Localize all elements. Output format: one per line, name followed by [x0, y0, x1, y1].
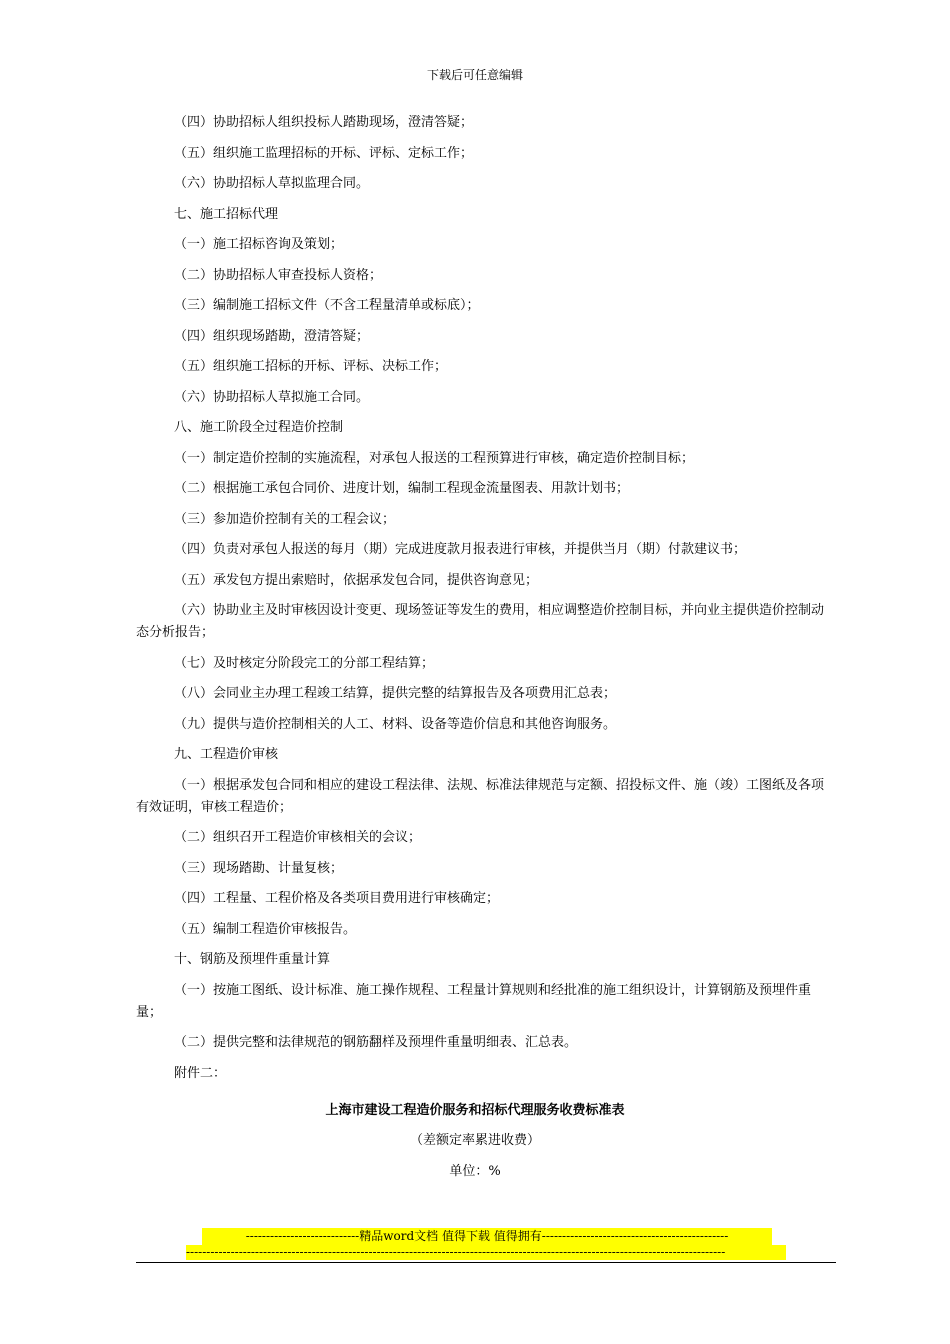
paragraph: （四）组织现场踏勘，澄清答疑；: [174, 328, 370, 344]
paragraph: （一）按施工图纸、设计标准、施工操作规程、工程量计算规则和经批准的施工组织设计，计算钢筋及预埋件重量；: [136, 982, 812, 1020]
document-body: [136, 112, 836, 1093]
table-title: 上海市建设工程造价服务和招标代理服务收费标准表: [325, 1103, 625, 1118]
paragraph: （五）承发包方提出索赔时，依据承发包合同，提供咨询意见；: [174, 572, 539, 588]
paragraph: （五）组织施工招标的开标、评标、决标工作；: [174, 359, 448, 374]
paragraph: （四）负责对承包人报送的每月（期）完成进度款月报表进行审核，并提供当月（期）付款建议书；: [174, 542, 747, 557]
section-heading: 七、施工招标代理: [174, 206, 279, 222]
paragraph: （四）工程量、工程价格及各类项目费用进行审核确定；: [174, 891, 500, 906]
attachment-label: 附件二：: [174, 1065, 227, 1081]
paragraph: （二）组织召开工程造价审核相关的会议；: [174, 830, 422, 845]
paragraph: （一）根据承发包合同和相应的建设工程法律、法规、标准法律规范与定额、招投标文件、施（竣）工图纸及各项有效证明，审核工程造价；: [136, 777, 825, 815]
page-header-note: 下载后可任意编辑: [426, 68, 523, 82]
section-heading: 十、钢筋及预埋件重量计算: [174, 952, 331, 967]
paragraph: （二）提供完整和法律规范的钢筋翻样及预埋件重量明细表、汇总表。: [174, 1035, 578, 1050]
paragraph: （六）协助业主及时审核因设计变更、现场签证等发生的费用，相应调整造价控制目标，并向业主提供造价控制动态分析报告；: [136, 603, 825, 640]
footer-dash-line: -------------------------------------------------------------------------------------------------------------------------------------: [186, 1245, 786, 1260]
paragraph: （三）参加造价控制有关的工程会议；: [174, 511, 396, 527]
section-heading: 八、施工阶段全过程造价控制: [174, 420, 344, 435]
paragraph: （一）制定造价控制的实施流程，对承包人报送的工程预算进行审核，确定造价控制目标；: [174, 450, 695, 466]
paragraph: （五）组织施工监理招标的开标、评标、定标工作；: [174, 145, 474, 161]
paragraph: （八）会同业主办理工程竣工结算，提供完整的结算报告及各项费用汇总表；: [174, 686, 617, 701]
paragraph: （七）及时核定分阶段完工的分部工程结算；: [174, 655, 435, 671]
footer-watermark-line: ----------------------------精品word文档 值得下载 值得拥有----------------------------------------------: [202, 1228, 772, 1245]
paragraph: （四）协助招标人组织投标人踏勘现场，澄清答疑；: [174, 115, 474, 130]
paragraph: （六）协助招标人草拟施工合同。: [174, 389, 370, 405]
paragraph: （五）编制工程造价审核报告。: [174, 921, 357, 937]
paragraph: （三）现场踏勘、计量复核；: [174, 860, 344, 876]
paragraph: （二）协助招标人审查投标人资格；: [174, 267, 383, 283]
paragraph: （一）施工招标咨询及策划；: [174, 237, 344, 252]
section-heading: 九、工程造价审核: [174, 747, 279, 762]
paragraph: （六）协助招标人草拟监理合同。: [174, 176, 370, 191]
paragraph: （九）提供与造价控制相关的人工、材料、设备等造价信息和其他咨询服务。: [174, 716, 617, 732]
paragraph: （三）编制施工招标文件（不含工程量清单或标底）；: [174, 298, 480, 313]
table-subtitle: （差额定率累进收费）: [409, 1133, 540, 1148]
table-unit: 单位：%: [449, 1164, 501, 1179]
paragraph: （二）根据施工承包合同价、进度计划，编制工程现金流量图表、用款计划书；: [174, 481, 630, 496]
footer-rule: [136, 1262, 836, 1263]
